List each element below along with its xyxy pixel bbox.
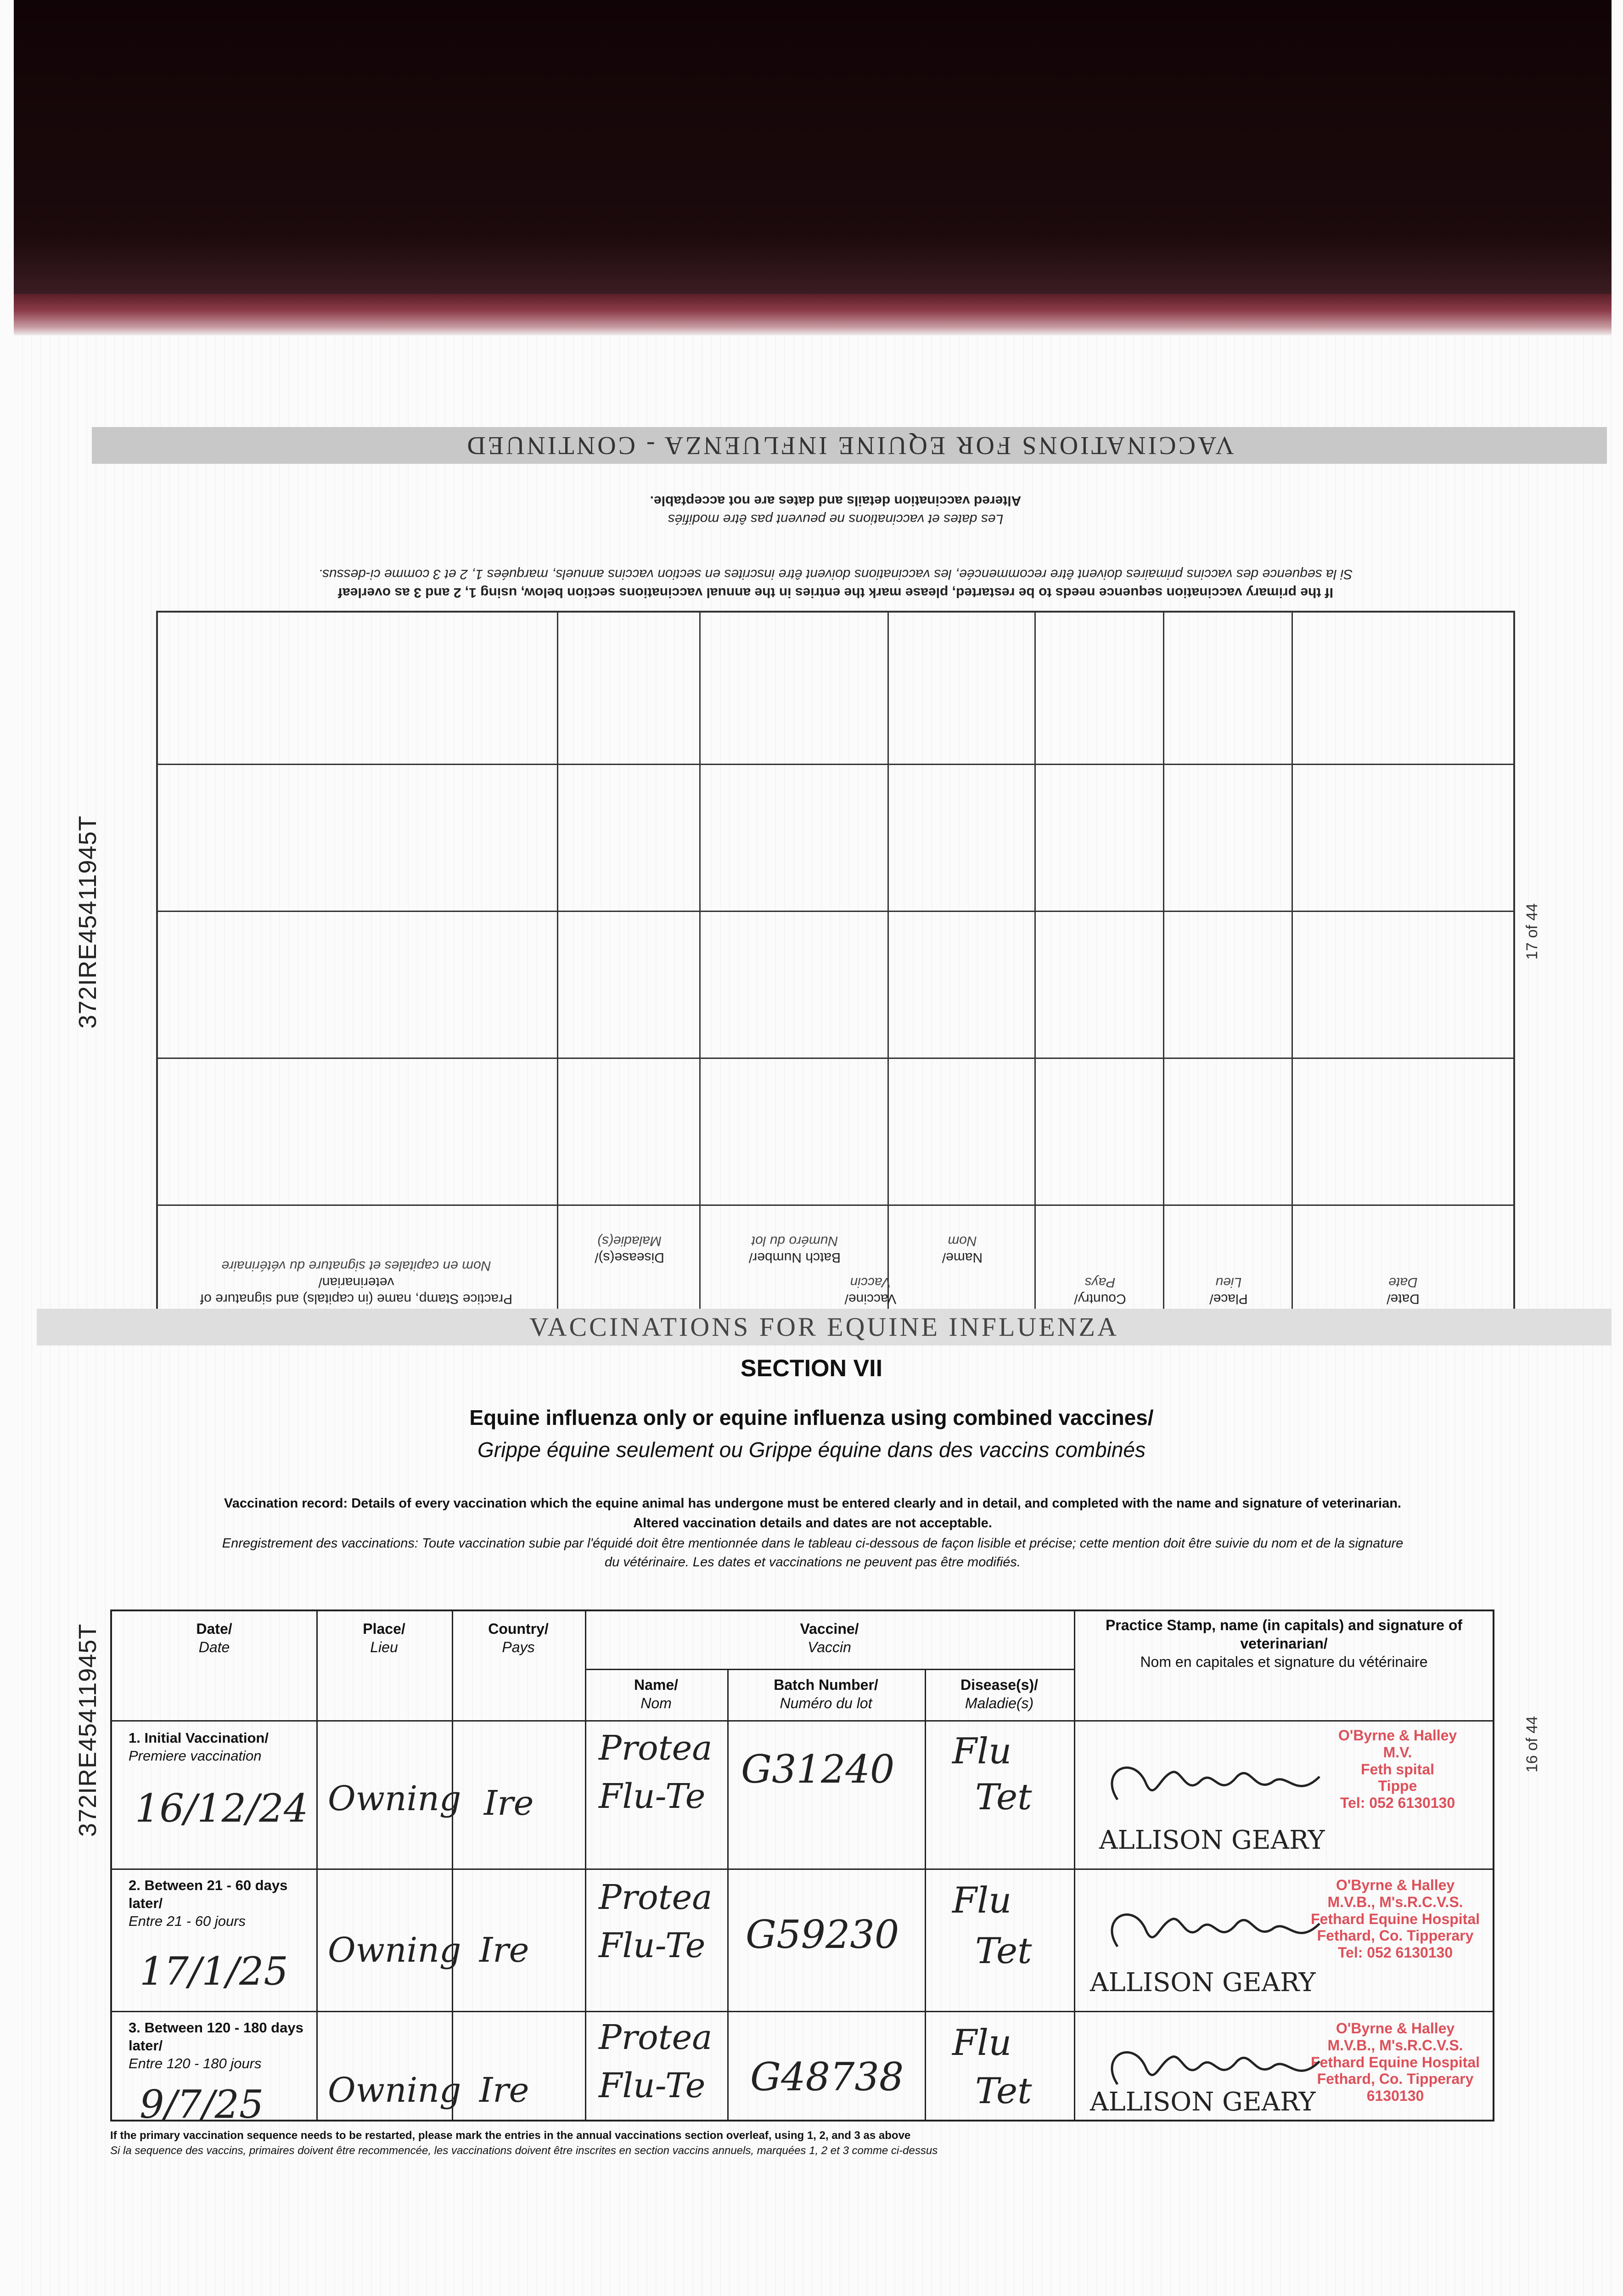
header-vaccine: Vaccine/ Vaccin — [800, 1621, 859, 1655]
upper-header-stamp: Practice Stamp, name (in capitals) and signature of veterinarian/ Nom en capitales et signature du vétérinaire — [200, 1258, 513, 1306]
header-disease: Disease(s)/ Maladie(s) — [960, 1677, 1038, 1711]
upper-vaccination-table — [156, 611, 1515, 1318]
upper-banner: VACCINATIONS FOR EQUINE INFLUENZA - CONTINUED — [92, 427, 1607, 464]
row-3-place: Owning — [328, 2071, 461, 2110]
row-2-country: Ire — [479, 1930, 529, 1970]
upper-header-country: Country/ Pays — [1074, 1275, 1126, 1306]
row-1-disease-2: Tet — [975, 1777, 1032, 1818]
row-3-disease-2: Tet — [975, 2071, 1032, 2112]
header-batch: Batch Number/ Numéro du lot — [774, 1677, 878, 1711]
upper-header-name: Name/ Nom — [942, 1233, 983, 1265]
row-1-country: Ire — [484, 1784, 534, 1823]
record-instructions-fr-1: Enregistrement des vaccinations: Toute vaccination subie par l'équidé doit être mentionnée dans le tableau ci-dessous de façon lisible et précise; cette mention doit être suivie du nom et de la signature — [222, 1536, 1404, 1551]
row-2-vaccine-name-2: Flu-Te — [599, 1926, 706, 1965]
section-subtitle: Equine influenza only or equine influenza using combined vaccines/ — [469, 1406, 1154, 1429]
upper-header-disease: Disease(s)/ Maladie(s) — [595, 1233, 664, 1265]
row-2-vaccine-name-1: Protea — [599, 1878, 713, 1917]
upper-altered-note: Altered vaccination details and dates are not acceptable. — [650, 493, 1022, 508]
header-stamp: Practice Stamp, name (in capitals) and signature of veterinarian/ Nom en capitales et signature du vétérinaire — [1105, 1617, 1463, 1670]
row-1-date: 16/12/24 — [135, 1786, 309, 1831]
row-3-vaccine-name-1: Protea — [599, 2018, 713, 2057]
upper-page-inverted — [115, 422, 1515, 1318]
row-3-batch: G48738 — [750, 2054, 904, 2099]
upper-altered-note-fr: Les dates et vaccinations ne peuvent pas être modifiés — [668, 512, 1004, 527]
row-2-batch: G59230 — [746, 1912, 899, 1957]
upper-header-vaccine: Vaccine/ Vaccin — [844, 1275, 897, 1306]
row-3-vet-name: ALLISON GEARY — [1090, 2087, 1316, 2117]
passport-cover-edge — [14, 294, 1612, 335]
header-name: Name/ Nom — [634, 1677, 679, 1711]
row-2-signature — [1090, 1891, 1347, 1974]
row-1-place: Owning — [328, 1779, 461, 1818]
row-2-label: 2. Between 21 - 60 days later/ Entre 21 - 60 jours — [129, 1877, 288, 1929]
row-1-vet-name: ALLISON GEARY — [1099, 1825, 1325, 1855]
row-1-batch: G31240 — [741, 1747, 895, 1792]
row-3-practice-stamp: O'Byrne & Halley M.V.B., M's.R.C.V.S. Fethard Equine Hospital Fethard, Co. Tipperary 6130130 — [1310, 2020, 1480, 2105]
row-2-disease-2: Tet — [975, 1930, 1032, 1972]
section-banner: VACCINATIONS FOR EQUINE INFLUENZA — [37, 1309, 1612, 1345]
row-3-label: 3. Between 120 - 180 days later/ Entre 120 - 180 jours — [129, 2020, 303, 2071]
page-number-lower: 16 of 44 — [1523, 1716, 1541, 1773]
record-instructions-fr-2: du vétérinaire. Les dates et vaccinations ne peuvent pas être modifiés. — [605, 1555, 1021, 1570]
section-title: SECTION VII — [740, 1355, 883, 1382]
altered-note: Altered vaccination details and dates are not acceptable. — [633, 1516, 992, 1531]
row-1-disease-1: Flu — [952, 1731, 1012, 1772]
row-2-place: Owning — [328, 1930, 461, 1970]
header-country: Country/ Pays — [488, 1621, 549, 1655]
dark-background — [14, 0, 1612, 294]
row-2-date: 17/1/25 — [140, 1949, 288, 1994]
document-id-upper: 372IRE45411945T — [74, 815, 101, 1029]
upper-header-batch: Batch Number/ Numéro du lot — [748, 1233, 841, 1265]
vaccination-table — [110, 1609, 1494, 2127]
row-2-vet-name: ALLISON GEARY — [1090, 1968, 1316, 1998]
section-subtitle-fr: Grippe équine seulement ou Grippe équine dans des vaccins combinés — [477, 1438, 1146, 1462]
row-1-signature — [1090, 1745, 1347, 1827]
header-date: Date/ Date — [196, 1621, 232, 1655]
row-2-disease-1: Flu — [952, 1880, 1012, 1921]
upper-restart-note-fr: Si la sequence des vaccins primaires doivent être recommencée, les vaccinations doivent être inscrites en section vaccins annuels, marquées 1, 2 et 3 comme ci-dessus. — [318, 567, 1353, 582]
footnote: If the primary vaccination sequence needs to be restarted, please mark the entries in the annual vaccinations section overleaf, using 1, 2, and 3 as above — [110, 2129, 911, 2142]
row-3-vaccine-name-2: Flu-Te — [599, 2066, 706, 2105]
row-1-vaccine-name-1: Protea — [599, 1728, 713, 1768]
header-place: Place/ Lieu — [363, 1621, 405, 1655]
row-1-vaccine-name-2: Flu-Te — [599, 1777, 706, 1816]
upper-header-place: Place/ Lieu — [1209, 1275, 1248, 1306]
upper-header-date: Date/ Date — [1387, 1275, 1420, 1306]
row-2-practice-stamp: O'Byrne & Halley M.V.B., M's.R.C.V.S. Fethard Equine Hospital Fethard, Co. Tipperary Tel: 052 6130130 — [1310, 1877, 1480, 1961]
record-instructions: Vaccination record: Details of every vaccination which the equine animal has undergone must be entered clearly and in detail, and completed with the name and signature of veterinarian. — [224, 1496, 1401, 1511]
footnote-fr: Si la sequence des vaccins, primaires doivent être recommencée, les vaccinations doivent être inscrites en section vaccins annuels, marquées 1, 2 et 3 comme ci-dessus — [110, 2144, 938, 2157]
row-3-disease-1: Flu — [952, 2022, 1012, 2064]
document-id-lower: 372IRE45411945T — [74, 1623, 101, 1837]
upper-restart-note: If the primary vaccination sequence needs to be restarted, please mark the entries in the annual vaccinations section below, using 1, 2 and 3 as overleaf — [338, 585, 1333, 600]
row-1-label: 1. Initial Vaccination/ Premiere vaccination — [129, 1730, 269, 1764]
row-3-country: Ire — [479, 2071, 529, 2110]
row-1-practice-stamp: O'Byrne & Halley M.V. Feth spital Tippe Tel: 052 6130130 — [1338, 1727, 1457, 1812]
row-3-date: 9/7/25 — [140, 2082, 264, 2127]
page-number-upper: 17 of 44 — [1523, 903, 1541, 960]
